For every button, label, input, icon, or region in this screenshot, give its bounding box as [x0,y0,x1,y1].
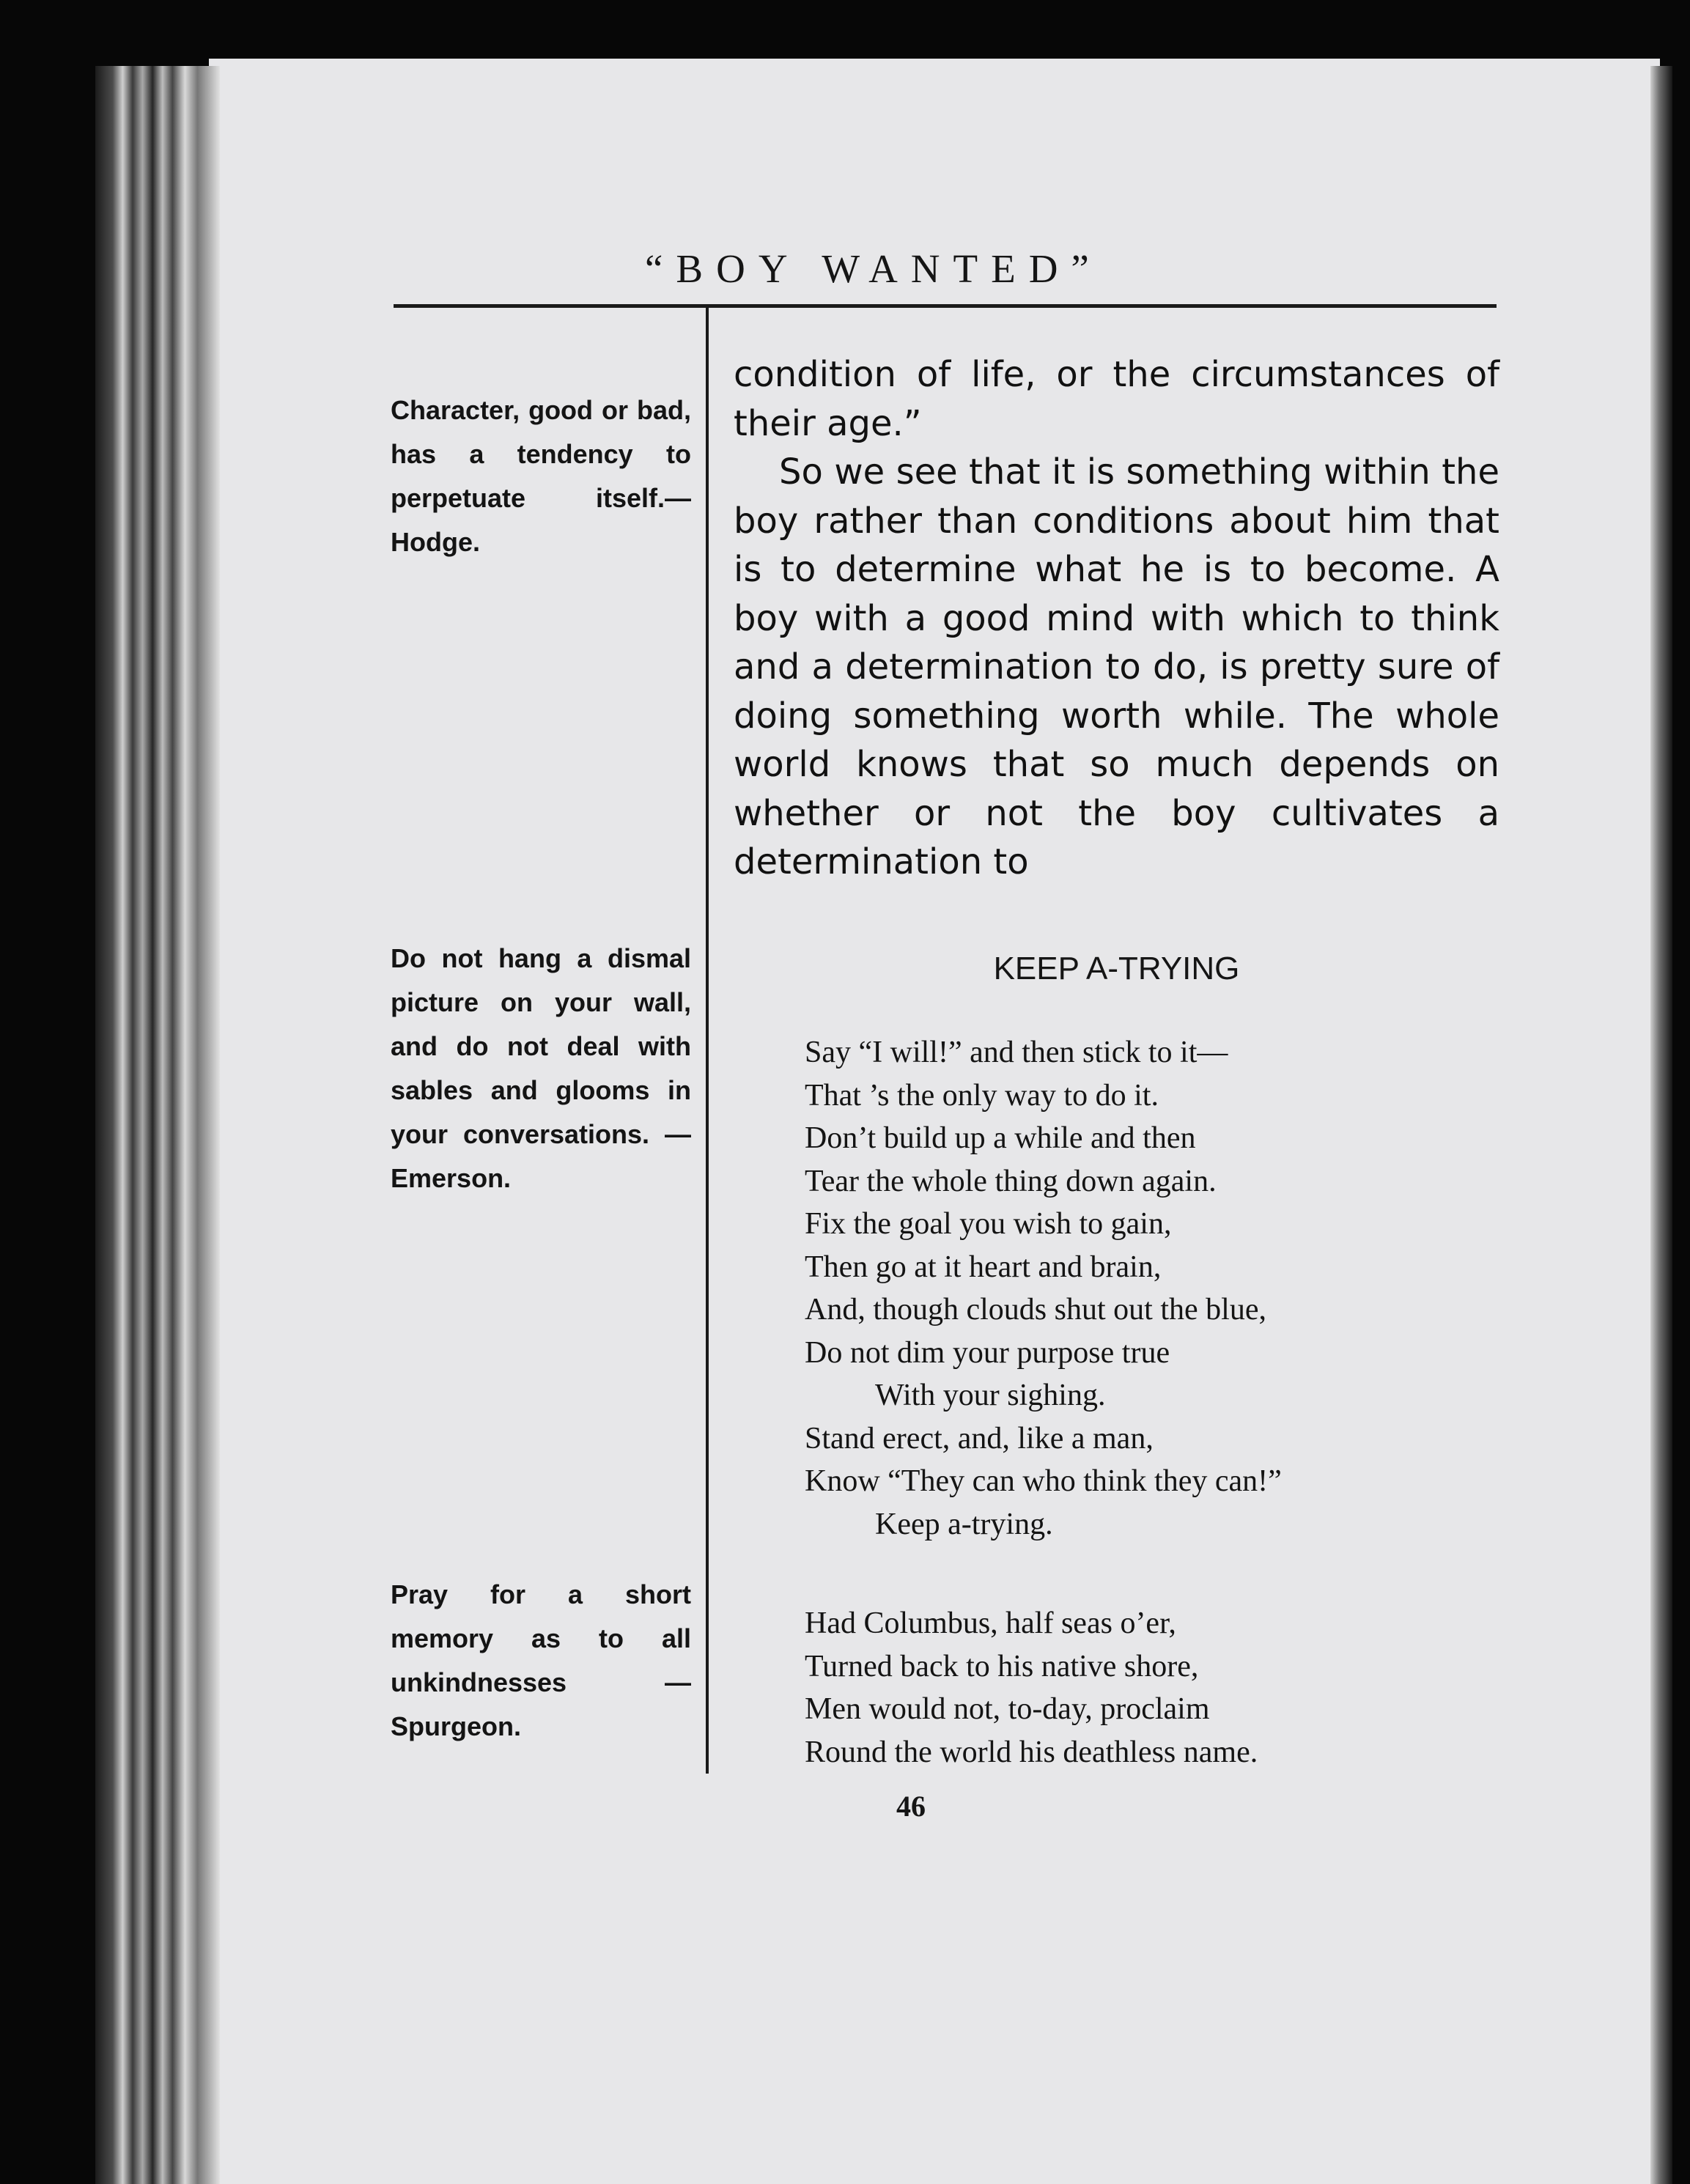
margin-note-hodge: Character, good or bad, has a tendency to perpetuate itself.—Hodge. [391,395,691,557]
header-rule [394,304,1497,308]
margin-note-emerson: Do not hang a dismal picture on your wall, and do not deal with sables and glooms in your conversations. —Emerson. [391,943,691,1193]
poem-line: Do not dim your purpose true [805,1335,1170,1370]
running-head: “BOY WANTED” [645,246,1102,291]
poem-line: That ’s the only way to do it. [805,1078,1159,1113]
column-rule [706,308,709,1774]
poem-stanza-1 [805,1031,1501,1546]
poem-line: Turned back to his native shore, [805,1649,1199,1683]
poem-line: Had Columbus, half seas o’er, [805,1606,1176,1640]
poem-line: Fix the goal you wish to gain, [805,1207,1172,1241]
book-binding-edge [95,66,220,2184]
poem-line: Then go at it heart and brain, [805,1250,1162,1284]
body-paragraph: So we see that it is something within the boy rather than conditions about him that is to determine what he is to become. A boy with a good mind with which to think and a determination to do, is pretty sure of doing something worth while. The whole world knows that so much depends on whether or not the boy cultivates a determination to [734,451,1499,882]
body-text [734,350,1499,887]
body-continuation: condition of life, or the circumstances of their age.” [734,354,1499,444]
margin-note-spurgeon: Pray for a short memory as to all unkindnesses —Spurgeon. [391,1579,691,1741]
poem-line: With your sighing. [875,1379,1106,1412]
poem-stanza-2 [805,1602,1501,1774]
poem-line: Know “They can who think they can!” [805,1464,1282,1498]
page-number: 46 [896,1790,926,1823]
poem-line: Say “I will!” and then stick to it— [805,1036,1228,1069]
poem-title: KEEP A-TRYING [993,951,1240,986]
poem-line: Keep a-trying. [875,1507,1053,1541]
poem-line: Don’t build up a while and then [805,1121,1196,1155]
poem-line: Tear the whole thing down again. [805,1164,1217,1198]
poem-line: And, though clouds shut out the blue, [805,1293,1266,1327]
poem-line: Stand erect, and, like a man, [805,1421,1154,1456]
page-right-edge [1650,66,1672,2184]
poem-line: Round the world his deathless name. [805,1735,1258,1769]
poem-line: Men would not, to-day, proclaim [805,1692,1210,1726]
